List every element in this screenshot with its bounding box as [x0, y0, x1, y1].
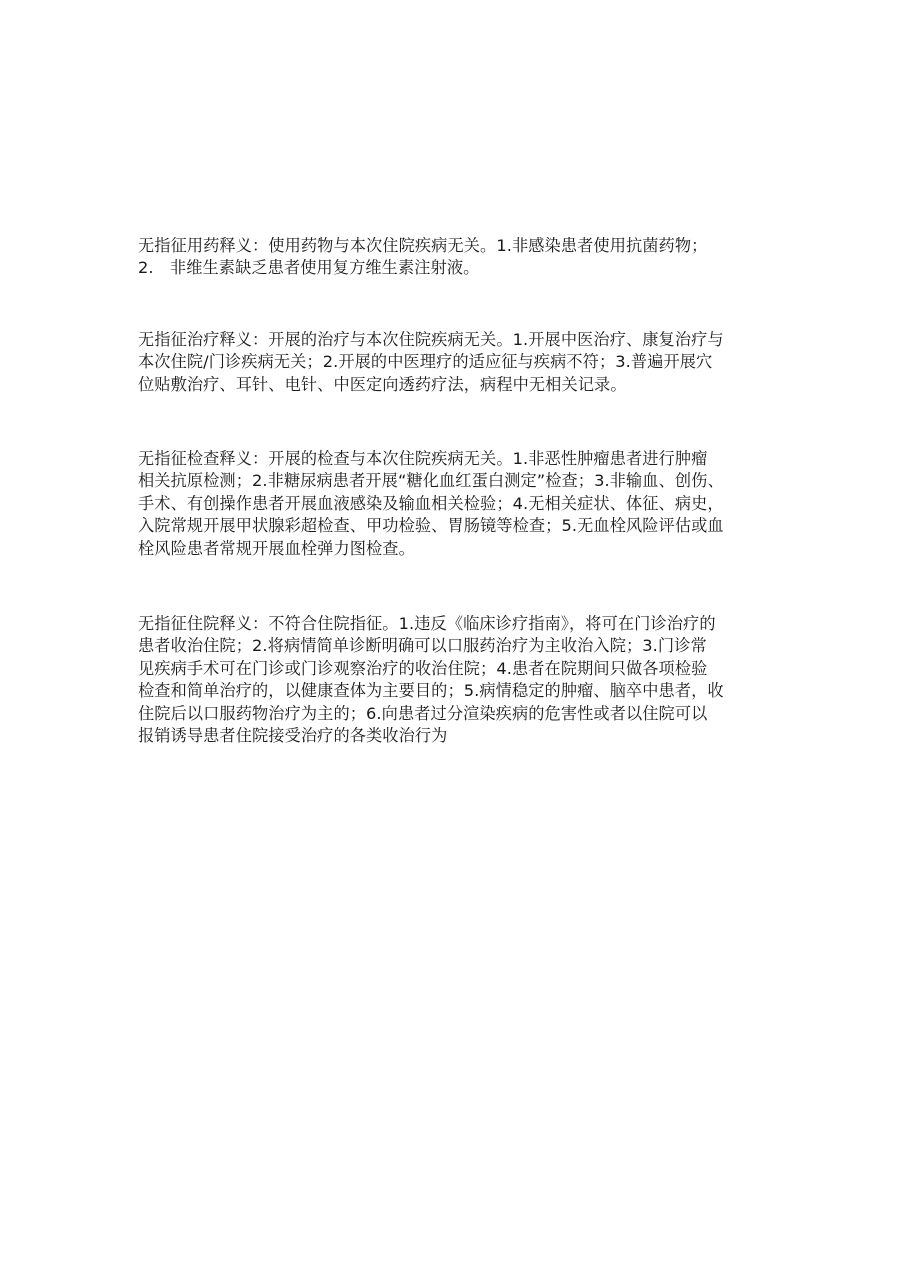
paragraph-unindicated-treatment [138, 329, 788, 396]
text-line: 本次住院/门诊疾病无关；2.开展的中医理疗的适应征与疾病不符；3.普遍开展穴 [138, 352, 713, 372]
text-line: 手术、有创操作患者开展血液感染及输血相关检验；4.无相关症状、体征、病史， [138, 493, 724, 513]
text-line: 栓风险患者常规开展血栓弹力图检查。 [138, 538, 415, 558]
text-line: 无指征用药释义：使用药物与本次住院疾病无关。1.非感染患者使用抗菌药物； [138, 236, 708, 255]
paragraph-unindicated-examination [138, 448, 788, 560]
text-line: 相关抗原检测；2.非糖尿病患者开展“糖化血红蛋白测定”检查；3.非输血、创伤、 [138, 471, 724, 491]
text-line: 无指征检查释义：开展的检查与本次住院疾病无关。1.非恶性肿瘤患者进行肿瘤 [138, 449, 708, 468]
paragraph-unindicated-hospitalization [138, 613, 788, 747]
text-line: 无指征住院释义：不符合住院指征。1.违反《临床诊疗指南》，将可在门诊治疗的 [138, 614, 716, 633]
text-line: 患者收治住院；2.将病情简单诊断明确可以口服药治疗为主收治入院；3.门诊常 [138, 636, 707, 656]
paragraph-unindicated-medication [138, 235, 788, 280]
text-line: 见疾病手术可在门诊或门诊观察治疗的收治住院；4.患者在院期间只做各项检验 [138, 658, 708, 678]
text-line: 无指征治疗释义：开展的治疗与本次住院疾病无关。1.开展中医治疗、康复治疗与 [138, 330, 724, 349]
text-line: 住院后以口服药物治疗为主的；6.向患者过分渲染疾病的危害性或者以住院可以 [138, 703, 708, 723]
text-line: 位贴敷治疗、耳针、电针、中医定向透药疗法，病程中无相关记录。 [138, 374, 627, 394]
text-line: 入院常规开展甲状腺彩超检查、甲功检验、胃肠镜等检查；5.无血栓风险评估或血 [138, 516, 724, 536]
text-line: 2. 非维生素缺乏患者使用复方维生素注射液。 [138, 258, 480, 278]
text-line: 检查和简单治疗的，以健康查体为主要目的；5.病情稳定的肿瘤、脑卒中患者，收 [138, 681, 724, 701]
text-line: 报销诱导患者住院接受治疗的各类收治行为 [138, 725, 448, 745]
